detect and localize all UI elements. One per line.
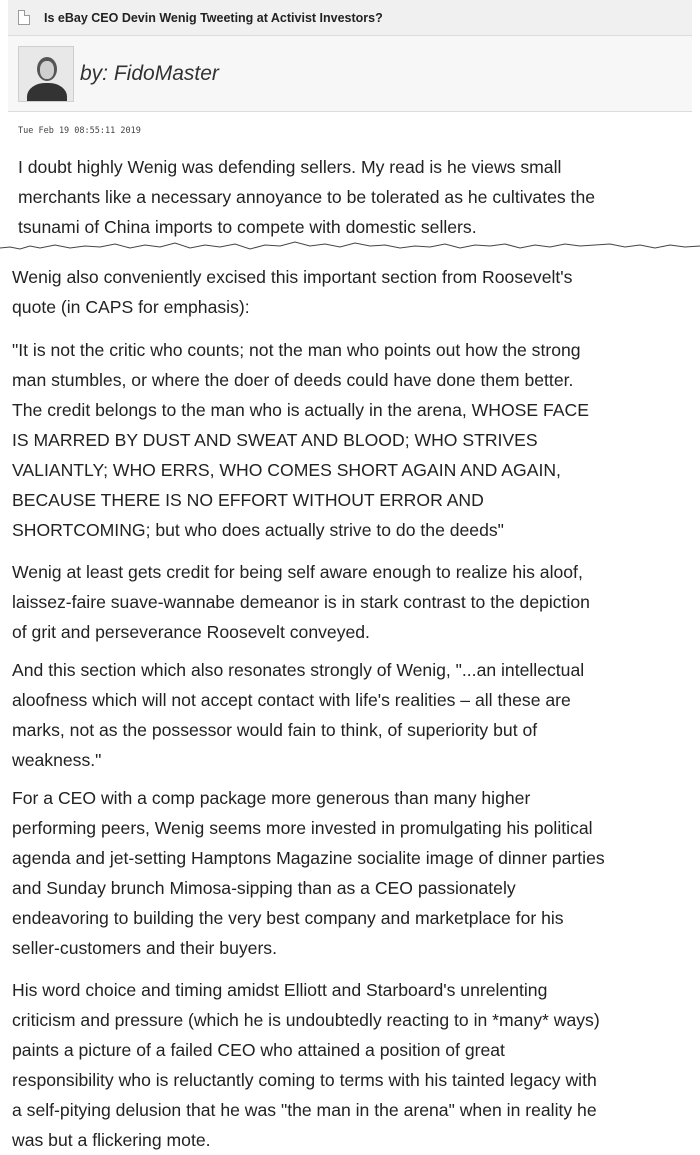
- text-line: The credit belongs to the man who is actually in the arena, WHOSE FACE: [12, 400, 589, 420]
- text-line: I doubt highly Wenig was defending sellers. My read is he views small: [18, 157, 562, 177]
- text-line: was but a flickering mote.: [12, 1130, 211, 1150]
- text-line: And this section which also resonates strongly of Wenig, "...an intellectual: [12, 660, 585, 680]
- text-line: quote (in CAPS for emphasis):: [12, 297, 250, 317]
- text-line: man stumbles, or where the doer of deeds could have done them better.: [12, 370, 574, 390]
- text-line: For a CEO with a comp package more generous than many higher: [12, 788, 531, 808]
- text-line: paints a picture of a failed CEO who attained a position of great: [12, 1040, 505, 1060]
- post-paragraph-2: [12, 262, 572, 322]
- text-line: laissez-faire suave-wannabe demeanor is in stark contrast to the depiction: [12, 592, 590, 612]
- text-line: Wenig also conveniently excised this important section from Roosevelt's: [12, 267, 573, 287]
- text-line: responsibility who is reluctantly coming to terms with his tainted legacy with: [12, 1070, 597, 1090]
- text-line: tsunami of China imports to compete with domestic sellers.: [18, 217, 477, 237]
- text-line: criticism and pressure (which he is undoubtedly reacting to in *many* ways): [12, 1010, 600, 1030]
- post-paragraph-1: [18, 152, 595, 242]
- text-line: VALIANTLY; WHO ERRS, WHO COMES SHORT AGAIN AND AGAIN,: [12, 460, 561, 480]
- author-block: [8, 36, 692, 112]
- text-line: agenda and jet-setting Hamptons Magazine socialite image of dinner parties: [12, 848, 605, 868]
- post-paragraph-4: [12, 557, 590, 647]
- author-byline: by: FidoMaster: [80, 61, 219, 85]
- text-line: marks, not as the possessor would fain to think, of superiority but of: [12, 720, 538, 740]
- post-title-bar: [8, 0, 692, 36]
- text-line: "It is not the critic who counts; not the man who points out how the strong: [12, 340, 581, 360]
- avatar: [18, 46, 74, 102]
- roosevelt-quote: [12, 335, 589, 545]
- text-line: SHORTCOMING; but who does actually strive to do the deeds": [12, 520, 504, 540]
- post-title: Is eBay CEO Devin Wenig Tweeting at Activist Investors?: [44, 10, 383, 25]
- document-icon: [18, 10, 30, 25]
- post-timestamp: Tue Feb 19 08:55:11 2019: [18, 126, 141, 136]
- text-line: of grit and perseverance Roosevelt conveyed.: [12, 622, 370, 642]
- text-line: performing peers, Wenig seems more invested in promulgating his political: [12, 818, 593, 838]
- text-line: seller-customers and their buyers.: [12, 938, 277, 958]
- text-line: merchants like a necessary annoyance to be tolerated as he cultivates the: [18, 187, 596, 207]
- text-line: Wenig at least gets credit for being self aware enough to realize his aloof,: [12, 562, 583, 582]
- text-line: IS MARRED BY DUST AND SWEAT AND BLOOD; WHO STRIVES: [12, 430, 538, 450]
- text-line: aloofness which will not accept contact with life's realities – all these are: [12, 690, 571, 710]
- post-paragraph-6: [12, 783, 605, 963]
- torn-edge-divider: [0, 236, 700, 256]
- post-paragraph-7: [12, 975, 600, 1155]
- text-line: a self-pitying delusion that he was "the man in the arena" when in reality he: [12, 1100, 597, 1120]
- text-line: endeavoring to building the very best company and marketplace for his: [12, 908, 564, 928]
- text-line: weakness.": [12, 750, 102, 770]
- text-line: BECAUSE THERE IS NO EFFORT WITHOUT ERROR AND: [12, 490, 484, 510]
- text-line: and Sunday brunch Mimosa-sipping than as a CEO passionately: [12, 878, 516, 898]
- text-line: His word choice and timing amidst Elliott and Starboard's unrelenting: [12, 980, 548, 1000]
- post-paragraph-5: [12, 655, 584, 775]
